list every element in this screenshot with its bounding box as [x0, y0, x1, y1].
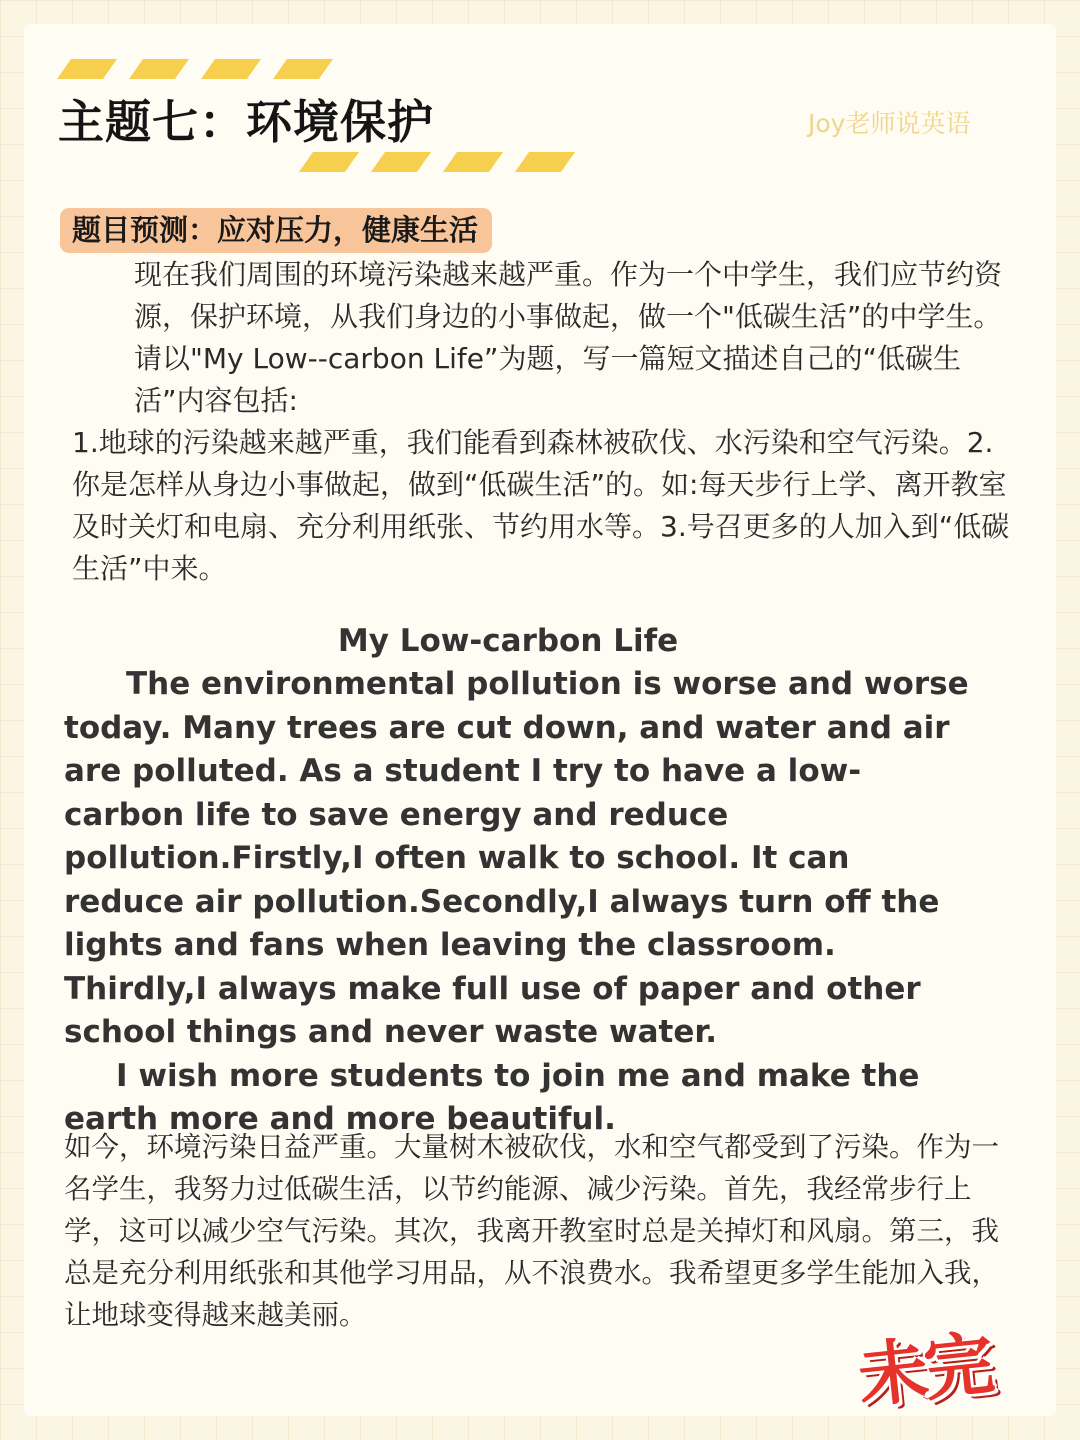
essay-paragraph-1: The environmental pollution is worse and worse today. Many trees are cut down, and water and air are polluted. As a student I try to have a low-carbon life to save energy and reduce pollution.Firstly,I often walk to school. It can reduce air pollution.Secondly,I always turn off the lights and fans when leaving the classroom. Thirdly,I always make full use of paper and other school things and never waste water.	[64, 666, 969, 1050]
stamp-text: 未完	[854, 1322, 994, 1418]
prompt-intro: 现在我们周围的环境污染越来越严重。作为一个中学生，我们应节约资源，保护环境，从我们身边的小事做起，做一个"低碳生活”的中学生。请以"My Low--carbon Life”为题，写一篇短文描述自己的“低碳生活”内容包括:	[134, 258, 1003, 417]
prompt-text	[72, 254, 1017, 590]
prompt-points: 1.地球的污染越来越严重，我们能看到森林被砍伐、水污染和空气污染。2.你是怎样从身边小事做起，做到“低碳生活”的。如:每天步行上学、离开教室及时关灯和电扇、充分利用纸张、节约用水等。3.号召更多的人加入到“低碳生活”中来。	[72, 426, 1010, 585]
watermark: Joy老师说英语	[808, 109, 971, 138]
chinese-translation: 如今，环境污染日益严重。大量树木被砍伐，水和空气都受到了污染。作为一名学生，我努力过低碳生活，以节约能源、减少污染。首先，我经常步行上学，这可以减少空气污染。其次，我离开教室时总是关掉灯和风扇。第三，我总是充分利用纸张和其他学习用品，从不浪费水。我希望更多学生能加入我，让地球变得越来越美丽。	[64, 1131, 999, 1331]
essay-paragraph-2: I wish more students to join me and make the earth more and more beautiful.	[64, 1057, 920, 1137]
decorative-stripes-bottom	[306, 152, 568, 172]
unfinished-stamp	[854, 1318, 1018, 1420]
topic-badge: 题目预测：应对压力，健康生活	[60, 208, 492, 253]
page-title: 主题七：环境保护	[58, 95, 434, 149]
essay-title: My Low-carbon Life	[337, 623, 679, 659]
essay-body	[64, 663, 979, 1142]
decorative-stripes-top	[64, 59, 326, 79]
